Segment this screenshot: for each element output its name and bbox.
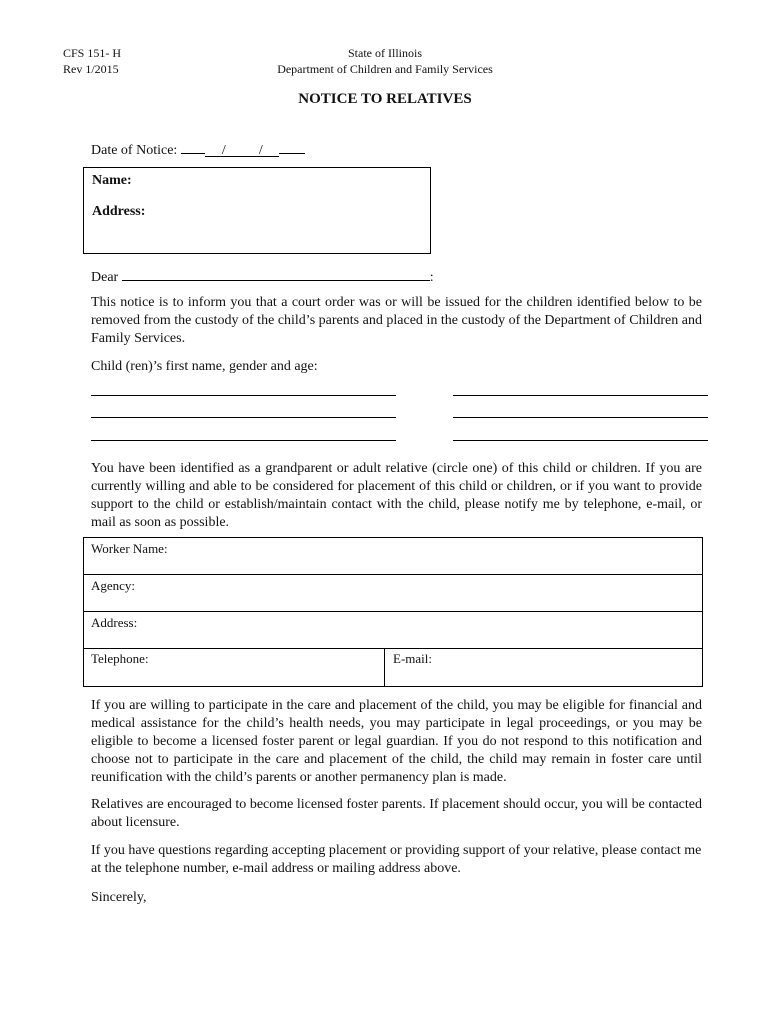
department-name: Department of Children and Family Services (277, 62, 493, 76)
salutation-suffix: : (429, 270, 434, 285)
questions-paragraph: If you have questions regarding accepting placement or providing support of your relative, please contact me at the telephone number, e-mail address or mailing address above. (91, 843, 702, 876)
state-name: State of Illinois (348, 46, 422, 60)
date-of-notice (91, 139, 305, 160)
child-line[interactable] (91, 440, 396, 441)
date-separator-1: / (205, 142, 243, 157)
worker-address-row[interactable] (84, 612, 702, 649)
telephone-label: Telephone: (91, 651, 149, 666)
form-number: CFS 151- H (63, 46, 122, 60)
date-month-blank[interactable] (181, 139, 205, 154)
child-line[interactable] (91, 417, 396, 418)
email-label: E-mail: (393, 651, 432, 666)
email-cell[interactable] (385, 649, 702, 686)
willing-paragraph: If you are willing to participate in the care and placement of the child, you may be eligible for financial and medical assistance for the child’s health needs, you may participate in legal proceedings, or you may be eligible to become a licensed foster parent or legal guardian. If you do not respond to this notification and choose not to participate in the care and placement of the child, the child may remain in foster care until reunification with the child’s parents or another permanency plan is made. (91, 698, 702, 785)
recipient-box (83, 167, 431, 254)
date-separator-2: / (243, 142, 279, 157)
salutation-name-blank[interactable] (122, 266, 430, 281)
worker-address-label: Address: (91, 615, 138, 630)
worker-name-row[interactable] (84, 538, 702, 575)
date-of-notice-label: Date of Notice: (91, 143, 178, 158)
identified-paragraph: You have been identified as a grandparent or adult relative (circle one) of this child or children. If you are currently willing and able to be considered for placement of this child or children, or if you want to provide support to the child or establish/maintain contact with the child, please notify me by telephone, e-mail, or mail as soon as possible. (91, 461, 702, 530)
salutation-prefix: Dear (91, 270, 119, 285)
child-line[interactable] (453, 417, 708, 418)
agency-row[interactable] (84, 575, 702, 612)
date-year-blank[interactable] (279, 139, 305, 154)
recipient-address-label: Address: (92, 204, 146, 219)
worker-name-label: Worker Name: (91, 541, 168, 556)
encouraged-paragraph: Relatives are encouraged to become licensed foster parents. If placement should occur, you will be contacted about licensure. (91, 797, 702, 830)
intro-paragraph: This notice is to inform you that a court order was or will be issued for the children identified below to be removed from the custody of the child’s parents and placed in the custody of the Department of Children and Family Services. (91, 295, 702, 346)
child-line[interactable] (453, 440, 708, 441)
telephone-cell[interactable] (84, 649, 385, 686)
salutation (91, 266, 434, 287)
child-line[interactable] (453, 395, 708, 396)
page-title: NOTICE TO RELATIVES (298, 91, 472, 107)
recipient-name-label: Name: (92, 173, 132, 188)
worker-contact-table (83, 537, 703, 687)
child-line[interactable] (91, 395, 396, 396)
children-label: Child (ren)’s first name, gender and age: (91, 359, 318, 374)
closing: Sincerely, (91, 890, 147, 905)
form-revision: Rev 1/2015 (63, 62, 119, 76)
agency-label: Agency: (91, 578, 136, 593)
